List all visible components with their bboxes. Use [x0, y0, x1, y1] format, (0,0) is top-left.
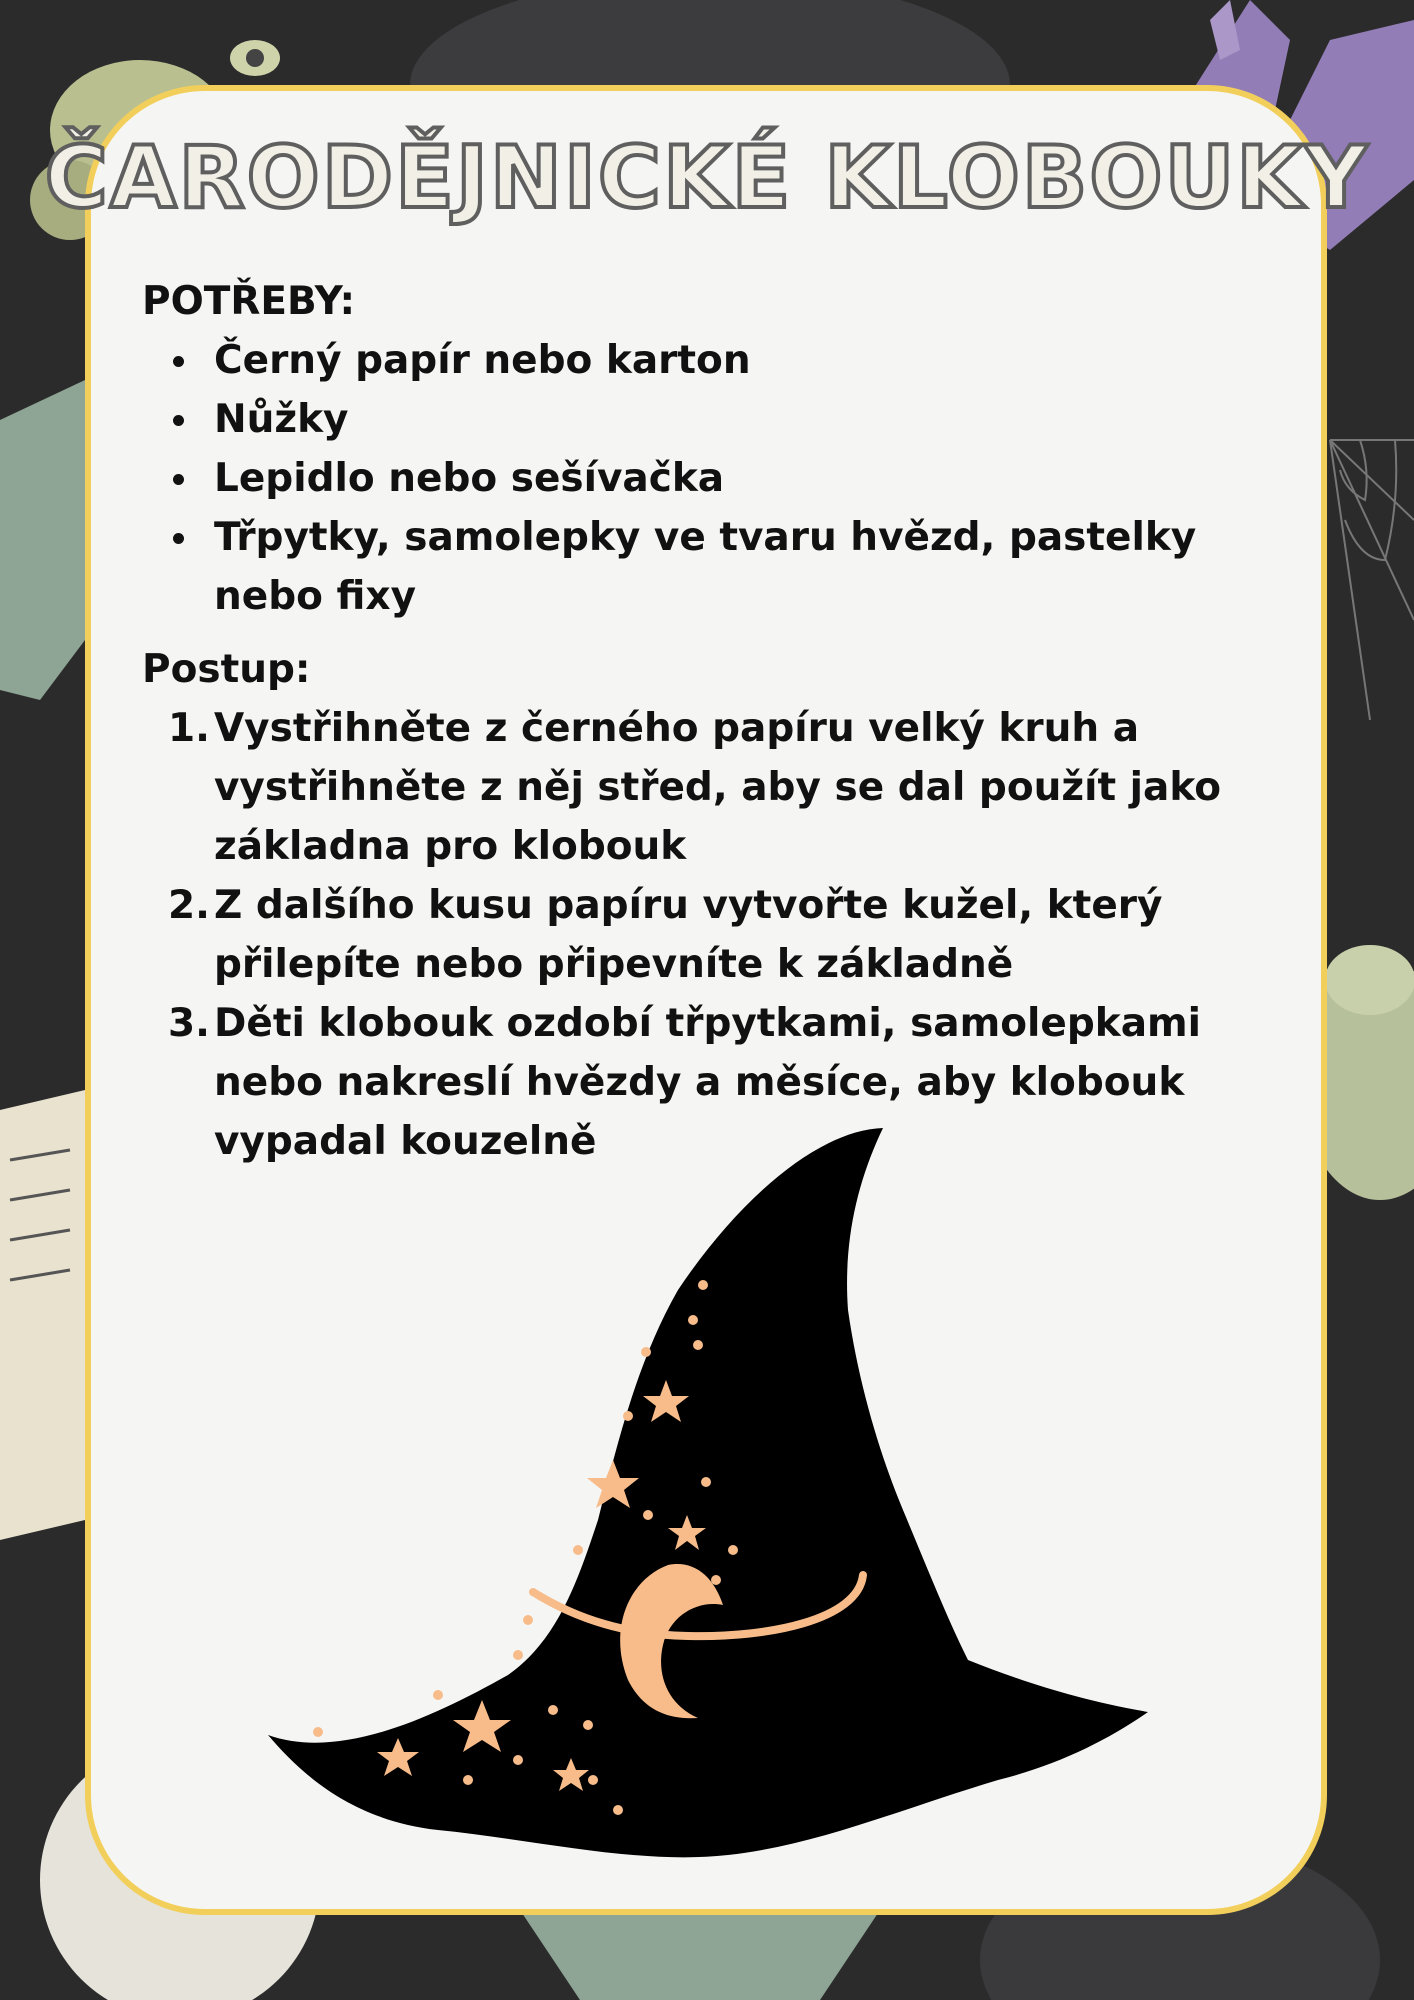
step-text: Děti klobouk ozdobí třpytkami, samolepkami nebo nakreslí hvězdy a měsíce, aby klobouk vypadal kouzelně	[214, 1001, 1202, 1164]
step-item	[168, 699, 1282, 876]
step-text: Vystřihněte z černého papíru velký kruh a vystřihněte z něj střed, aby se dal použít jako základna pro klobouk	[214, 706, 1222, 869]
step-number: 3.	[168, 1001, 210, 1046]
step-number: 1.	[168, 706, 210, 751]
witch-hat-icon	[258, 1120, 1158, 1870]
step-item	[168, 876, 1282, 994]
procedure-steps	[142, 699, 1282, 1171]
step-text: Z dalšího kusu papíru vytvořte kužel, který přilepíte nebo připevníte k základně	[214, 883, 1163, 987]
supplies-list	[142, 331, 1282, 626]
green-crystal-decor	[0, 380, 85, 700]
spider-web-decor	[1330, 440, 1414, 720]
page-title: ČARODĚJNICKÉ KLOBOUKY	[44, 128, 1370, 228]
list-item: Lepidlo nebo sešívačka	[214, 449, 1282, 508]
list-item: Černý papír nebo karton	[214, 331, 1282, 390]
procedure-heading: Postup:	[142, 647, 311, 692]
instructions-content	[142, 272, 1282, 1171]
supplies-heading: POTŘEBY:	[142, 279, 356, 324]
book-decor	[0, 1090, 85, 1540]
list-item: Třpytky, samolepky ve tvaru hvězd, pastelky nebo fixy	[214, 508, 1282, 626]
list-item: Nůžky	[214, 390, 1282, 449]
green-crystal-bottom-decor	[520, 1910, 880, 2000]
step-number: 2.	[168, 883, 210, 928]
